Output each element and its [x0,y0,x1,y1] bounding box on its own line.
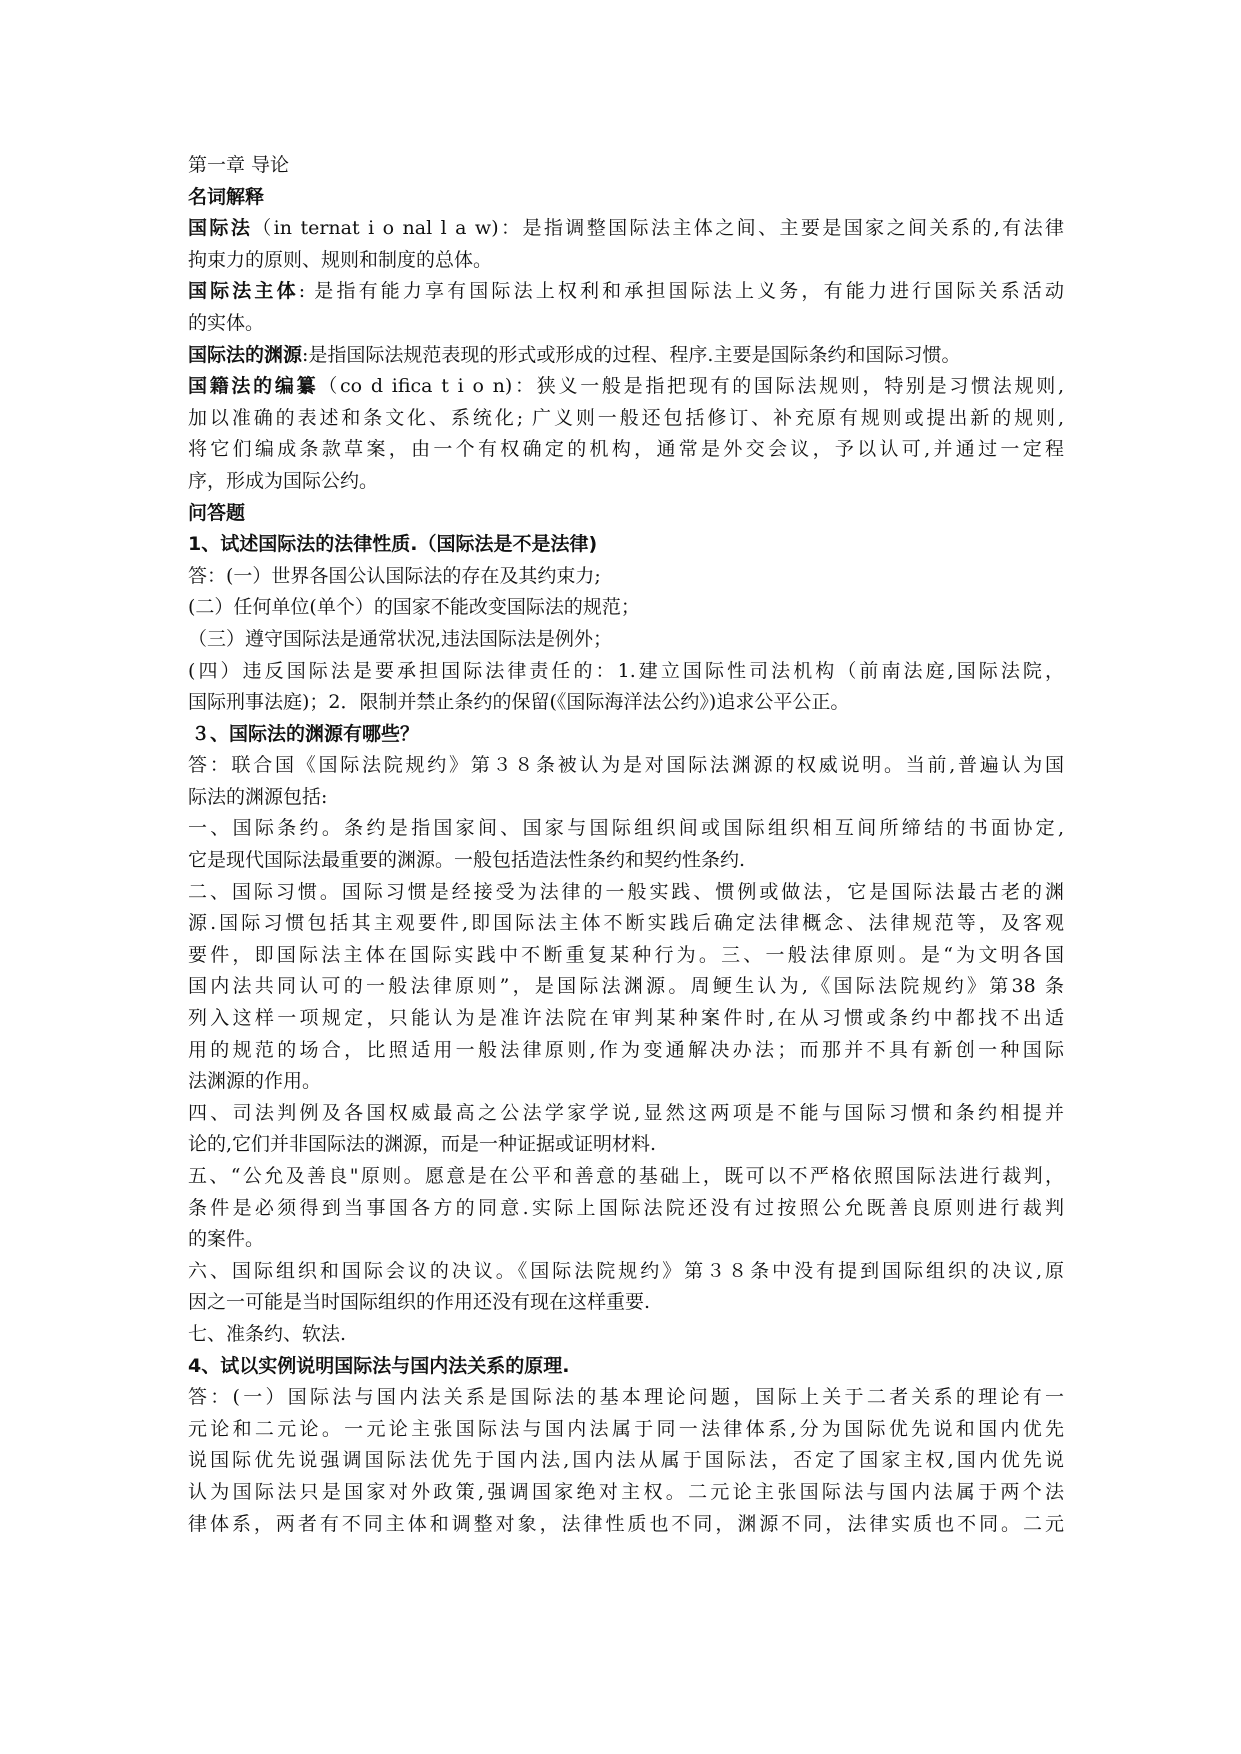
term-definition-cont: 序，形成为国际公约。 [188,469,379,492]
section-heading-qa: 问答题 [188,501,246,524]
term-definition: : 是指有能力享有国际法上权利和承担国际法上义务，有能力进行国际关系活动 [298,280,1064,303]
answer-line: 律体系，两者有不同主体和调整对象，法律性质也不同，渊源不同，法律实质也不同。二元 [188,1512,1064,1535]
question-3 [188,719,1064,1351]
answer-line: 因之一可能是当时国际组织的作用还没有现在这样重要. [188,1291,651,1314]
answer-line: 要件，即国际法主体在国际实践中不断重复某种行为。三、一般法律原则。是“为文明各国 [188,943,1064,966]
term-definition: （co d ifica t i o n)：狭义一般是指把现有的国际法规则，特别是习惯法规则, [318,375,1064,398]
answer-line: 一、国际条约。条约是指国家间、国家与国际组织间或国际组织相互间所缔结的书面协定, [188,817,1064,840]
chapter-title: 第一章 导论 [188,154,290,176]
term-label: 国际法主体 [188,280,299,303]
answer-line: 国内法共同认可的一般法律原则”，是国际法渊源。周鲠生认为,《国际法院规约》第38 条 [188,975,1064,998]
question-title: 1、试述国际法的法律性质.（国际法是不是法律) [188,533,598,556]
answer-line: 六、国际组织和国际会议的决议。《国际法院规约》第３８条中没有提到国际组织的决议,原 [188,1259,1064,1282]
term-sources [188,340,1064,372]
answer-line: 国际刑事法庭)；2．限制并禁止条约的保留(《国际海洋法公约》)追求公平公正。 [188,691,850,714]
term-definition-cont: 将它们编成条款草案，由一个有权确定的机构，通常是外交会议，予以认可,并通过一定程 [188,438,1064,461]
term-label: 国际法的渊源 [188,343,303,366]
answer-line: 它是现代国际法最重要的渊源。一般包括造法性条约和契约性条约. [188,849,746,872]
term-subject [188,276,1064,339]
answer-line: 二、国际习惯。国际习惯是经接受为法律的一般实践、惯例或做法，它是国际法最古老的渊 [188,880,1064,903]
answer-line: 际法的渊源包括: [188,785,328,808]
term-definition-cont: 拘束力的原则、规则和制度的总体。 [188,248,493,271]
term-label: 国籍法的编纂 [188,375,319,398]
term-international-law [188,213,1064,276]
section-heading-terms: 名词解释 [188,185,265,208]
answer-line: 论的,它们并非国际法的渊源，而是一种证据或证明材料. [188,1133,657,1156]
term-definition: :是指国际法规范表现的形式或形成的过程、程序.主要是国际条约和国际习惯。 [302,343,961,366]
term-definition: （in ternat i o nal l a w)：是指调整国际法主体之间、主要是国家之间关系的,有法律 [252,217,1064,240]
answer-line: 答：(一）国际法与国内法关系是国际法的基本理论问题，国际上关于二者关系的理论有一 [188,1386,1064,1409]
question-1 [188,529,1064,719]
document-page [188,150,1064,1540]
answer-line: 答：(一）世界各国公认国际法的存在及其约束力; [188,564,601,587]
answer-line: 答：联合国《国际法院规约》第３８条被认为是对国际法渊源的权威说明。当前,普遍认为国 [188,754,1064,777]
term-definition-cont: 加以准确的表述和条文化、系统化; 广义则一般还包括修订、补充原有规则或提出新的规则, [188,406,1064,429]
answer-line: 用的规范的场合，比照适用一般法律原则,作为变通解决办法；而那并不具有新创一种国际 [188,1038,1064,1061]
answer-line: 法渊源的作用。 [188,1070,322,1093]
answer-line: (二）任何单位(单个）的国家不能改变国际法的规范； [188,596,640,619]
term-definition-cont: 的实体。 [188,311,265,334]
term-label: 国际法 [188,217,253,240]
answer-line: （三）遵守国际法是通常状况,违法国际法是例外； [188,627,613,650]
question-title: ３、国际法的渊源有哪些？ [191,722,420,745]
answer-line: 说国际优先说强调国际法优先于国内法,国内法从属于国际法，否定了国家主权,国内优先说 [188,1449,1064,1472]
answer-line: 元论和二元论。一元论主张国际法与国内法属于同一法律体系,分为国际优先说和国内优先 [188,1417,1064,1440]
question-title: 4、试以实例说明国际法与国内法关系的原理. [188,1354,570,1377]
answer-line: 七、准条约、软法. [188,1322,347,1345]
term-codification [188,371,1064,497]
answer-line: 的案件。 [188,1228,265,1251]
answer-line: 源.国际习惯包括其主观要件,即国际法主体不断实践后确定法律概念、法律规范等，及客观 [188,912,1064,935]
question-4 [188,1351,1064,1541]
answer-line: 五、“公允及善良"原则。愿意是在公平和善意的基础上，既可以不严格依照国际法进行裁判， [188,1165,1064,1187]
answer-line: 四、司法判例及各国权威最高之公法学家学说,显然这两项是不能与国际习惯和条约相提并 [188,1101,1064,1124]
answer-line: 列入这样一项规定，只能认为是准许法院在审判某种案件时,在从习惯或条约中都找不出适 [188,1007,1064,1030]
answer-line: 条件是必须得到当事国各方的同意.实际上国际法院还没有过按照公允既善良原则进行裁判 [188,1196,1064,1219]
answer-line: (四）违反国际法是要承担国际法律责任的：1.建立国际性司法机构（前南法庭,国际法院， [188,659,1064,682]
answer-line: 认为国际法只是国家对外政策,强调国家绝对主权。二元论主张国际法与国内法属于两个法 [188,1480,1064,1503]
